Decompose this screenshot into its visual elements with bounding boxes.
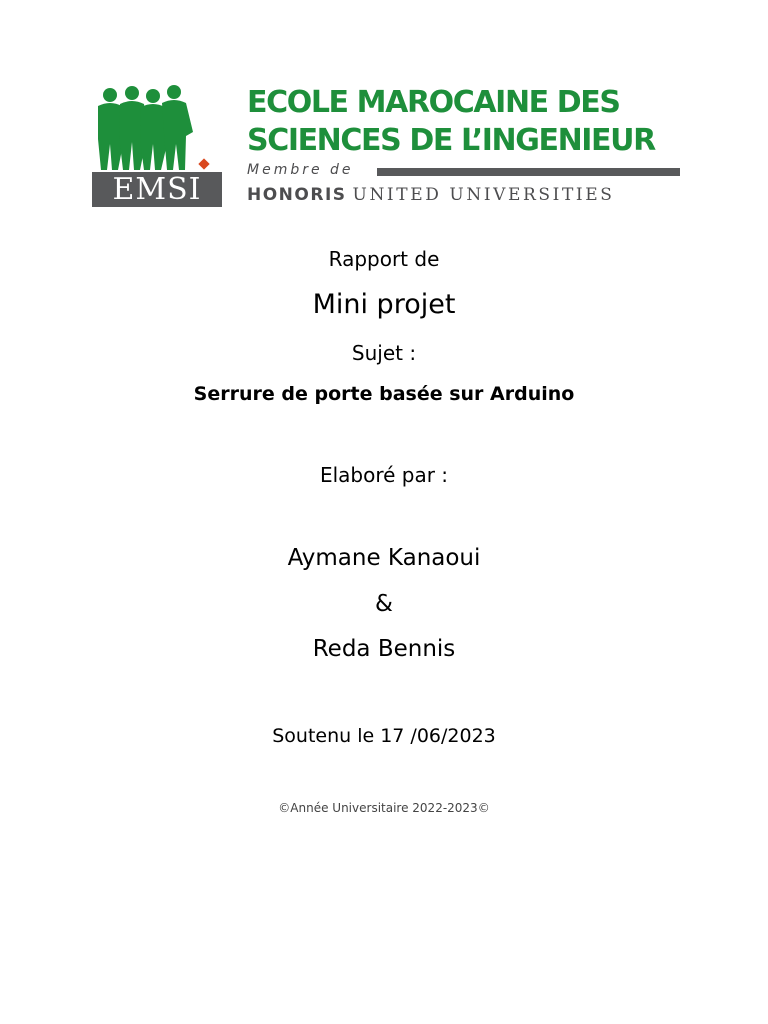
emsi-wordmark: EMSI — [92, 172, 222, 207]
academic-year: ©Année Universitaire 2022-2023© — [278, 801, 490, 815]
author-name-2: Reda Bennis — [312, 636, 456, 662]
author-name-1: Aymane Kanaoui — [287, 545, 481, 571]
emsi-logo — [90, 84, 680, 210]
school-name-line1: ECOLE MAROCAINE DES — [247, 85, 620, 120]
report-label: Rapport de — [328, 247, 440, 271]
subject-title: Serrure de porte basée sur Arduino — [193, 383, 575, 405]
people-silhouette-icon — [90, 84, 225, 174]
member-label: Membre de — [247, 162, 354, 178]
member-row — [247, 160, 680, 182]
logo-text — [247, 84, 680, 206]
authors-label: Elaboré par : — [319, 463, 449, 487]
honoris-row — [247, 184, 680, 206]
honoris-label: HONORIS — [247, 185, 347, 205]
author-separator: & — [375, 591, 393, 617]
united-universities-label: UNITED UNIVERSITIES — [352, 185, 615, 205]
defense-date: Soutenu le 17 /06/2023 — [272, 725, 496, 747]
emsi-emblem — [90, 84, 225, 210]
subject-label: Sujet : — [351, 341, 417, 365]
school-name-line2: SCIENCES DE L’INGENIEUR — [247, 123, 655, 158]
member-divider-bar — [377, 168, 680, 176]
report-title: Mini projet — [312, 289, 456, 320]
